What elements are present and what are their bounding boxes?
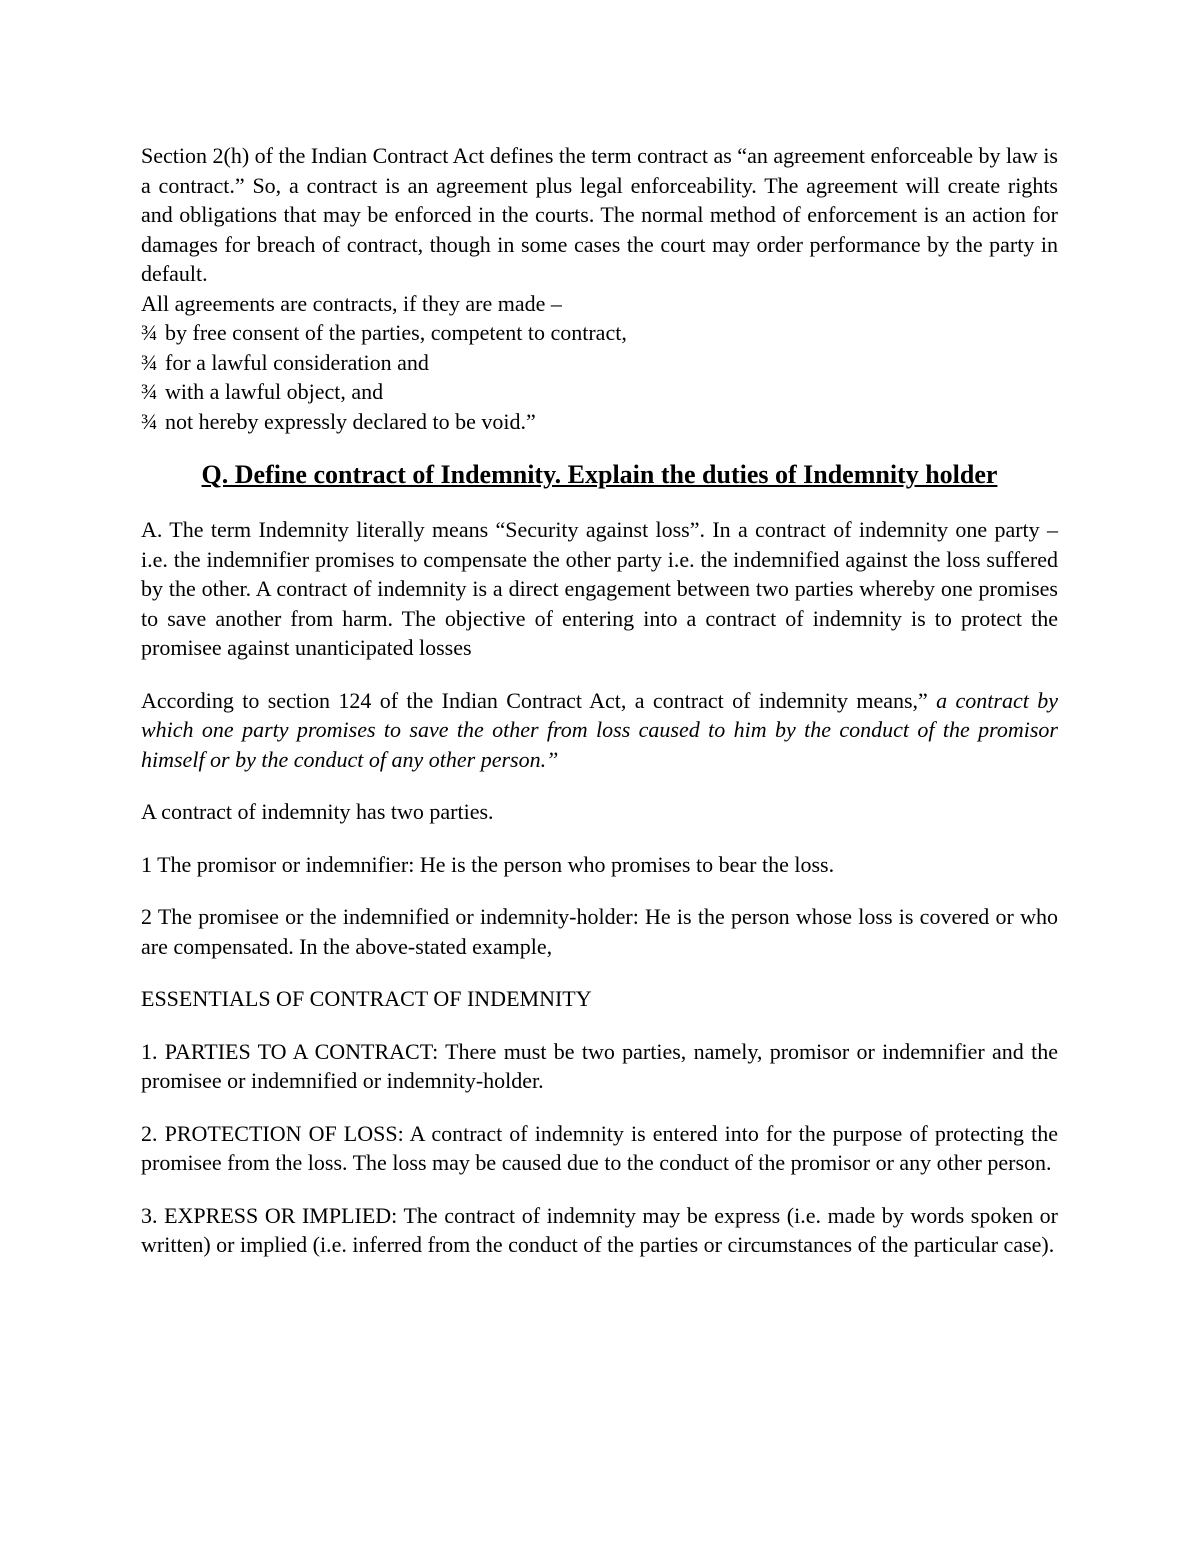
party-2: 2 The promisee or the indemnified or indemnity-holder: He is the person whose loss is covered or who are compensated. In the above-stated example, [141,904,1058,959]
spacer [141,663,1058,686]
list-item [141,318,1058,348]
spacer [141,1178,1058,1201]
list-item-text: by free consent of the parties, competent to contract, [165,320,627,345]
conditions-list [141,318,1058,436]
spacer [141,879,1058,902]
spacer [141,492,1058,515]
spacer [141,1014,1058,1037]
list-item [141,407,1058,437]
essential-item: 2. PROTECTION OF LOSS: A contract of indemnity is entered into for the purpose of protecting the promisee from the loss. The loss may be caused due to the conduct of the promisor or any other person. [141,1120,1058,1175]
bullet-fraction-icon: ¾ [141,320,158,345]
list-item [141,377,1058,407]
intro-paragraph: Section 2(h) of the Indian Contract Act defines the term contract as “an agreement enforceable by law is a contract.” So, a contract is an agreement plus legal enforceability. The agreement will create rights and obligations that may be enforced in the courts. The normal method of enforcement is an action for damages for breach of contract, though in some cases the court may order performance by the party in default. [141,143,1058,286]
list-item-text: for a lawful consideration and [165,349,429,375]
list-item-text: with a lawful object, and [165,379,384,404]
bullet-fraction-icon: ¾ [141,349,158,375]
document-page [141,141,1058,1260]
essential-item: 3. EXPRESS OR IMPLIED: The contract of indemnity may be express (i.e. made by words spoken or written) or implied (i.e. inferred from the conduct of the parties or circumstances of the particular case). [141,1202,1058,1257]
spacer [141,1096,1058,1119]
section-124-quote: a contract by which one party promises to save the other from loss caused to him by the conduct of the promisor himself or by the conduct of any other person.” [141,687,1058,772]
essentials-title: ESSENTIALS OF CONTRACT OF INDEMNITY [141,986,592,1011]
bullet-fraction-icon: ¾ [141,408,158,434]
essential-item: 1. PARTIES TO A CONTRACT: There must be two parties, namely, promisor or indemnifier and the promisee or indemnified or indemnity-holder. [141,1038,1058,1093]
spacer [141,436,1058,458]
list-item [141,348,1058,378]
spacer [141,774,1058,797]
section-124-paragraph [141,686,1058,775]
intro-lead: All agreements are contracts, if they are made – [141,290,562,316]
party-1: 1 The promisor or indemnifier: He is the person who promises to bear the loss. [141,851,835,877]
parties-intro: A contract of indemnity has two parties. [141,799,494,824]
spacer [141,961,1058,984]
list-item-text: not hereby expressly declared to be void.” [165,408,536,434]
section-124-lead: According to section 124 of the Indian Contract Act, a contract of indemnity means,” [141,687,937,713]
answer-paragraph: A. The term Indemnity literally means “Security against loss”. In a contract of indemnity one party – i.e. the indemnifier promises to compensate the other party i.e. the indemnified against the loss suffered by the other. A contract of indemnity is a direct engagement between two parties whereby one promises to save another from harm. The objective of entering into a contract of indemnity is to protect the promisee against unanticipated losses [141,517,1058,660]
spacer [141,827,1058,850]
question-heading: Q. Define contract of Indemnity. Explain the duties of Indemnity holder [201,460,998,489]
bullet-fraction-icon: ¾ [141,379,158,404]
